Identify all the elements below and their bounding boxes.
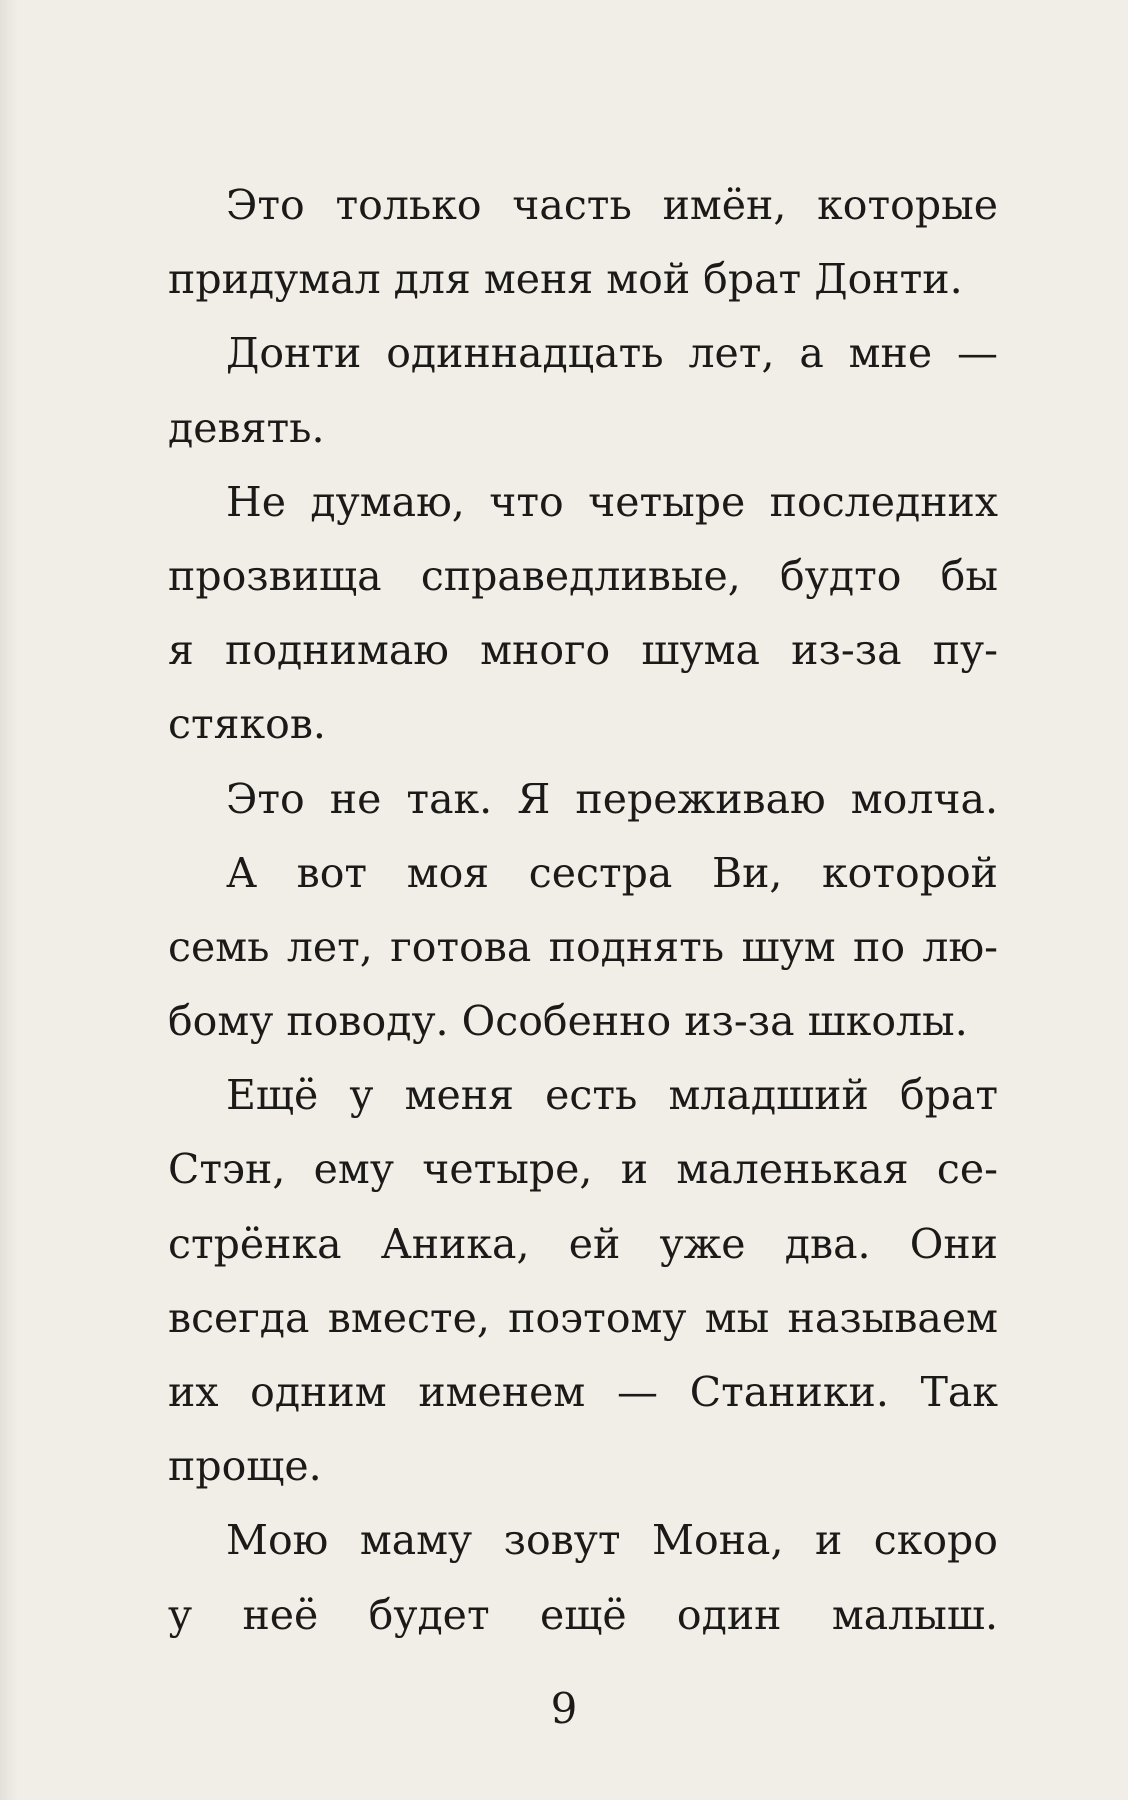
text-line: Стэн, ему четыре, и маленькая се- — [168, 1145, 998, 1194]
page-number: 9 — [550, 1684, 578, 1733]
text-line: Не думаю, что четыре последних — [226, 477, 998, 526]
text-line: Мою маму зовут Мона, и скоро — [226, 1516, 998, 1565]
text-line: стрёнка Аника, ей уже два. Они — [168, 1219, 998, 1268]
text-line: семь лет, готова поднять шум по лю- — [168, 922, 998, 971]
text-line: придумал для меня мой брат Донти. — [168, 255, 963, 304]
text-line: прозвища справедливые, будто бы — [168, 551, 998, 600]
body-text — [168, 168, 998, 1652]
text-line: я поднимаю много шума из-за пу- — [168, 626, 998, 675]
text-line: Донти одиннадцать лет, а мне — — [226, 329, 998, 378]
text-line: девять. — [168, 403, 325, 452]
text-line: Это не так. Я переживаю молча. — [226, 774, 998, 823]
text-line: проще. — [168, 1442, 322, 1491]
text-line: у неё будет ещё один малыш. — [168, 1590, 998, 1639]
text-line: А вот моя сестра Ви, которой — [226, 848, 998, 897]
text-line: всегда вместе, поэтому мы называем — [168, 1293, 998, 1342]
text-line: стяков. — [168, 700, 326, 749]
text-line: Ещё у меня есть младший брат — [226, 1071, 998, 1120]
text-line: Это только часть имён, которые — [226, 181, 998, 229]
text-line: бому поводу. Особенно из-за школы. — [168, 997, 968, 1046]
text-line: их одним именем — Станики. Так — [168, 1368, 998, 1416]
